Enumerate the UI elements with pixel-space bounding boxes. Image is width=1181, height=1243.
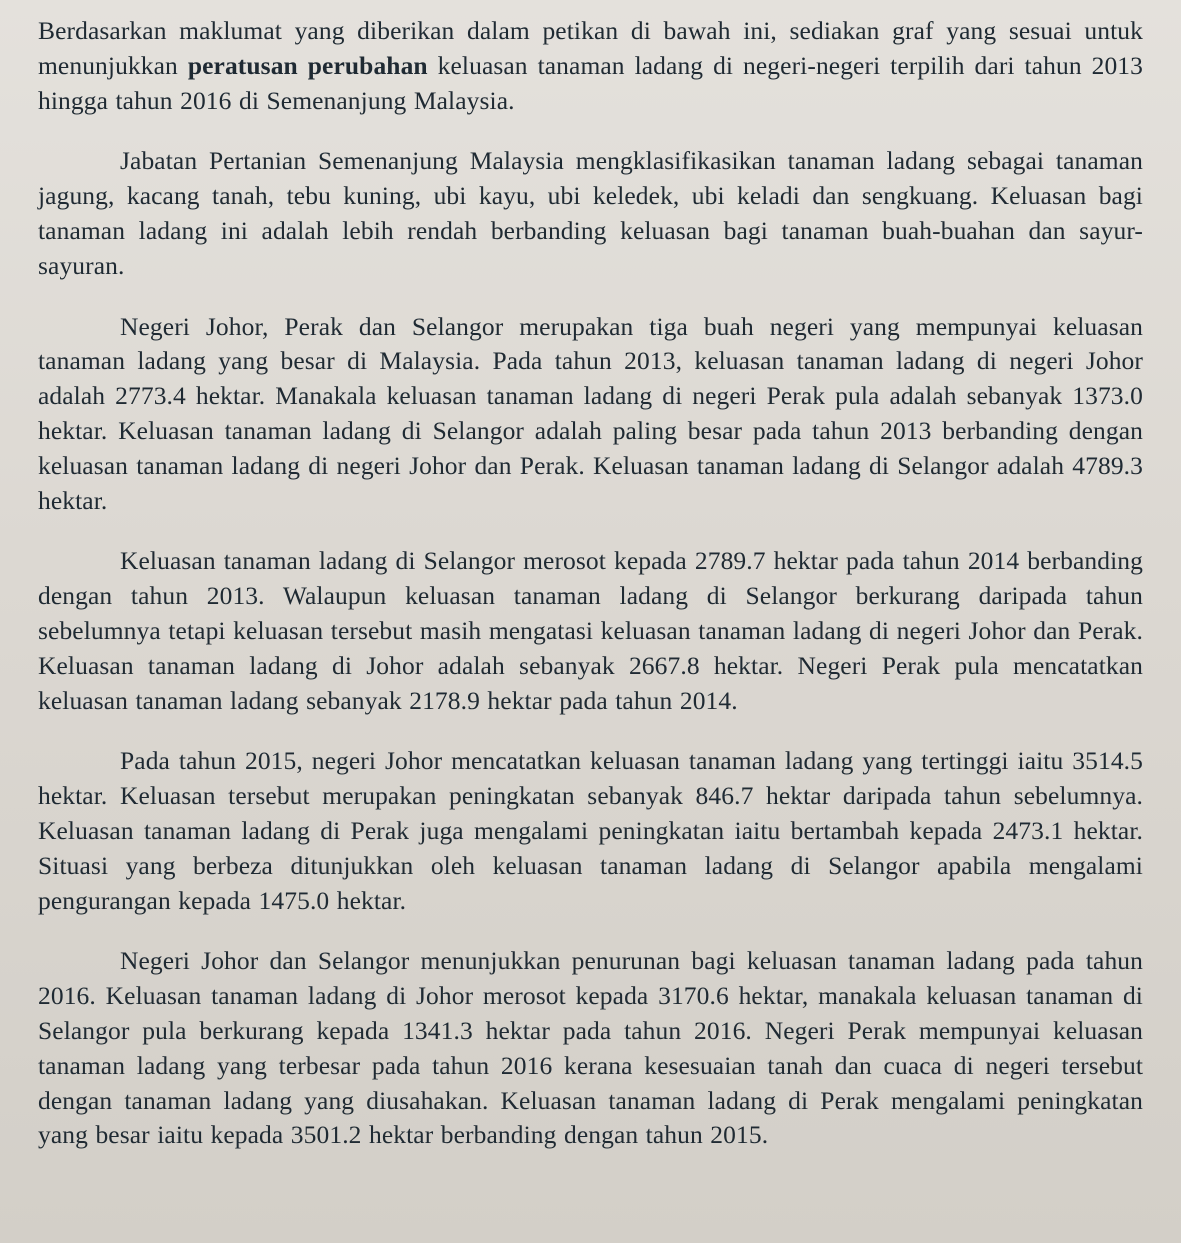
instruction-text-before: Berdasarkan maklumat yang diberikan dalam petikan di bawah ini, sediakan graf yang sesuai untuk menunjukkan (38, 16, 1143, 80)
paragraph-2014-areas: Keluasan tanaman ladang di Selangor merosot kepada 2789.7 hektar pada tahun 2014 berbanding dengan tahun 2013. Walaupun keluasan tanaman ladang di Selangor berkurang daripada tahun sebelumnya tetapi keluasan tersebut masih mengatasi keluasan tanaman ladang di negeri Johor dan Perak. Keluasan tanaman ladang di Johor adalah sebanyak 2667.8 hektar. Negeri Perak pula mencatatkan keluasan tanaman ladang sebanyak 2178.9 hektar pada tahun 2014. (38, 546, 1143, 715)
instruction-text-after: keluasan tanaman ladang di negeri-negeri terpilih dari tahun 2013 hingga tahun 2016 di Semenanjung Malaysia. (38, 50, 1144, 115)
paragraph-2016-areas: Negeri Johor dan Selangor menunjukkan penurunan bagi keluasan tanaman ladang pada tahun 2016. Keluasan tanaman ladang di Johor merosot kepada 3170.6 hektar, manakala keluasan tanaman di Selangor pula berkurang kepada 1341.3 hektar pada tahun 2016. Negeri Perak mempunyai keluasan tanaman ladang yang terbesar pada tahun 2016 kerana kesesuaian tanah dan cuaca di negeri tersebut dengan tanaman ladang yang diusahakan. Keluasan tanaman ladang di Perak mengalami peningkatan yang besar iaitu kepada 3501.2 hektar berbanding dengan tahun 2015. (38, 946, 1143, 1150)
instruction-emphasis: peratusan perubahan (187, 50, 428, 80)
instruction-paragraph (38, 14, 1143, 118)
paragraph-crop-classification: Jabatan Pertanian Semenanjung Malaysia mengklasifikasikan tanaman ladang sebagai tanaman jagung, kacang tanah, tebu kuning, ubi kayu, ubi keledek, ubi keladi dan sengkuang. Keluasan bagi tanaman ladang ini adalah lebih rendah berbanding keluasan bagi tanaman buah-buahan dan sayur-sayuran. (38, 146, 1143, 280)
paragraph-2013-areas: Negeri Johor, Perak dan Selangor merupakan tiga buah negeri yang mempunyai keluasan tanaman ladang yang besar di Malaysia. Pada tahun 2013, keluasan tanaman ladang di negeri Johor adalah 2773.4 hektar. Manakala keluasan tanaman ladang di negeri Perak pula adalah sebanyak 1373.0 hektar. Keluasan tanaman ladang di Selangor adalah paling besar pada tahun 2013 berbanding dengan keluasan tanaman ladang di negeri Johor dan Perak. Keluasan tanaman ladang di Selangor adalah 4789.3 hektar. (38, 311, 1143, 515)
paragraph-2015-areas: Pada tahun 2015, negeri Johor mencatatkan keluasan tanaman ladang yang tertinggi iaitu 3514.5 hektar. Keluasan tersebut merupakan peningkatan sebanyak 846.7 hektar daripada tahun sebelumnya. Keluasan tanaman ladang di Perak juga mengalami peningkatan iaitu bertambah kepada 2473.1 hektar. Situasi yang berbeza ditunjukkan oleh keluasan tanaman ladang di Selangor apabila mengalami pengurangan kepada 1475.0 hektar. (38, 746, 1143, 915)
